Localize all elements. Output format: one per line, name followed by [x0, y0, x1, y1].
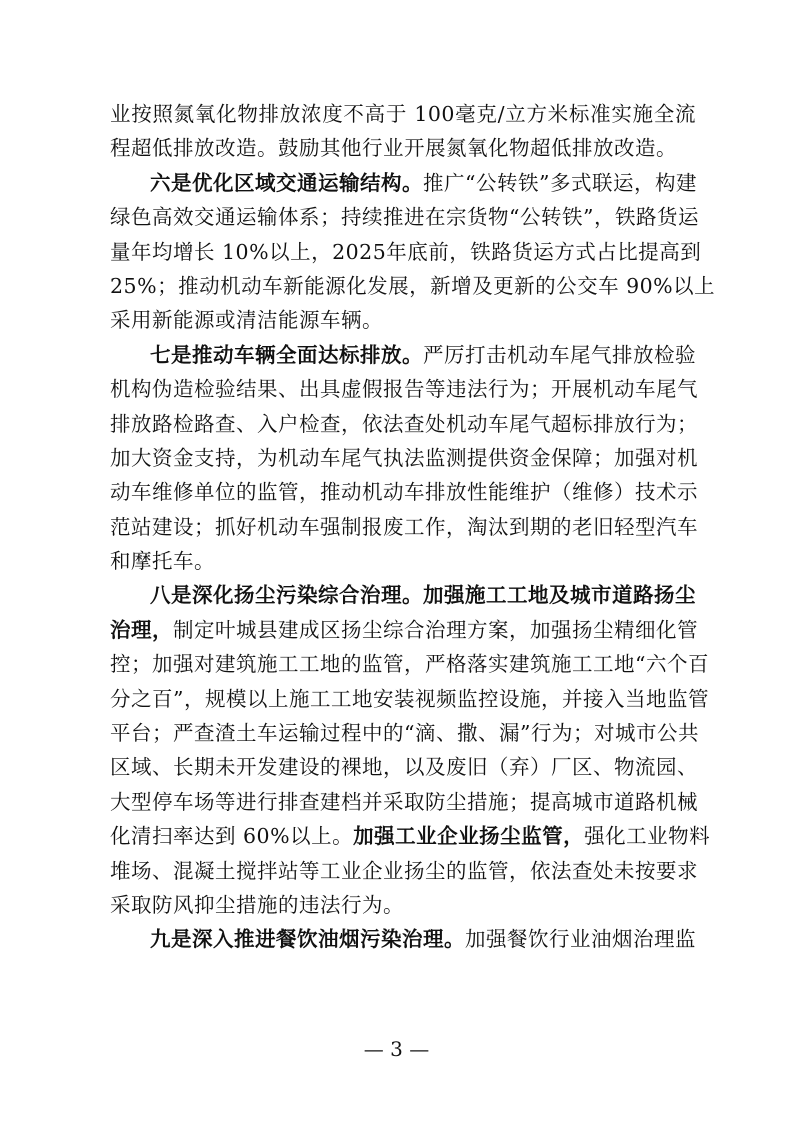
text-line: 排放路检路查、入户检查，依法查处机动车尾气超标排放行为；: [110, 411, 698, 436]
text-line: 程超低排放改造。鼓励其他行业开展氮氧化物超低排放改造。: [110, 136, 677, 161]
document-body: [110, 97, 716, 957]
paragraph-heading: 八是深化扬尘污染综合治理。加强施工工地及城市道路扬尘: [150, 583, 696, 608]
text-line: 采取防风抑尘措施的违法行为。: [110, 892, 404, 917]
text-line: 堆场、混凝土搅拌站等工业企业扬尘的监管，依法查处未按要求: [110, 858, 698, 883]
paragraph-heading: 九是深入推进餐饮油烟污染治理。: [150, 927, 465, 952]
inline-heading: 加强工业企业扬尘监管，: [353, 824, 585, 849]
paragraph-heading: 七是推动车辆全面达标排放。: [150, 342, 423, 367]
text-line: 九是深入推进餐饮油烟污染治理。加强餐饮行业油烟治理监: [150, 927, 696, 952]
text-line: 业按照氮氧化物排放浓度不高于 100毫克/立方米标准实施全流: [110, 102, 696, 126]
text-line: 七是推动车辆全面达标排放。严厉打击机动车尾气排放检验: [150, 342, 696, 367]
text-line: 平台；严查渣土车运输过程中的“滴、撒、漏”行为；对城市公共: [110, 721, 699, 746]
page-number: — 3 —: [363, 1037, 430, 1061]
paragraph-transport-structure: [110, 166, 716, 338]
text-line: 控；加强对建筑施工工地的监管，严格落实建筑施工工地“六个百: [110, 652, 709, 677]
text-line: 化清扫率达到 60%以上。加强工业企业扬尘监管，强化工业物料: [110, 824, 711, 849]
text-line: 六是优化区域交通运输结构。推广“公转铁”多式联运，构建: [150, 170, 697, 195]
text-line: 分之百”，规模以上施工工地安装视频监控设施，并接入当地监管: [110, 686, 709, 711]
text-line: 绿色高效交通运输体系；持续推进在宗货物“公转铁”，铁路货运: [110, 205, 699, 230]
paragraph-dust-pollution: [110, 578, 711, 922]
text-line: 量年均增长 10%以上，2025年底前，铁路货运方式占比提高到: [110, 239, 702, 264]
paragraph-heading: 六是优化区域交通运输结构。: [150, 170, 423, 195]
text-line: 和摩托车。: [110, 549, 215, 574]
paragraph-heading-cont: 治理，: [110, 617, 173, 642]
text-line: 采用新能源或清洁能源车辆。: [110, 308, 383, 333]
text-line: 加大资金支持，为机动车尾气执法监测提供资金保障；加强对机: [110, 445, 698, 470]
paragraph-vehicle-emissions: [110, 338, 696, 579]
text-line: 范站建设；抓好机动车强制报废工作，淘汰到期的老旧轻型汽车: [110, 514, 698, 539]
text-line: [110, 578, 696, 612]
text-line: 动车维修单位的监管，推动机动车排放性能维护（维修）技术示: [110, 480, 698, 505]
text-line: 大型停车场等进行排查建档并采取防尘措施；提高城市道路机械: [110, 789, 698, 814]
paragraph-continuation: [110, 97, 696, 166]
text-line: 区域、长期未开发建设的裸地，以及废旧（弃）厂区、物流园、: [110, 755, 698, 780]
paragraph-catering-fumes: [110, 922, 696, 956]
text-line: 治理，制定叶城县建成区扬尘综合治理方案，加强扬尘精细化管: [110, 617, 698, 642]
text-line: 机构伪造检验结果、出具虚假报告等违法行为；开展机动车尾气: [110, 377, 698, 402]
text-line: 25%；推动机动车新能源化发展，新增及更新的公交车 90%以上: [110, 273, 716, 298]
